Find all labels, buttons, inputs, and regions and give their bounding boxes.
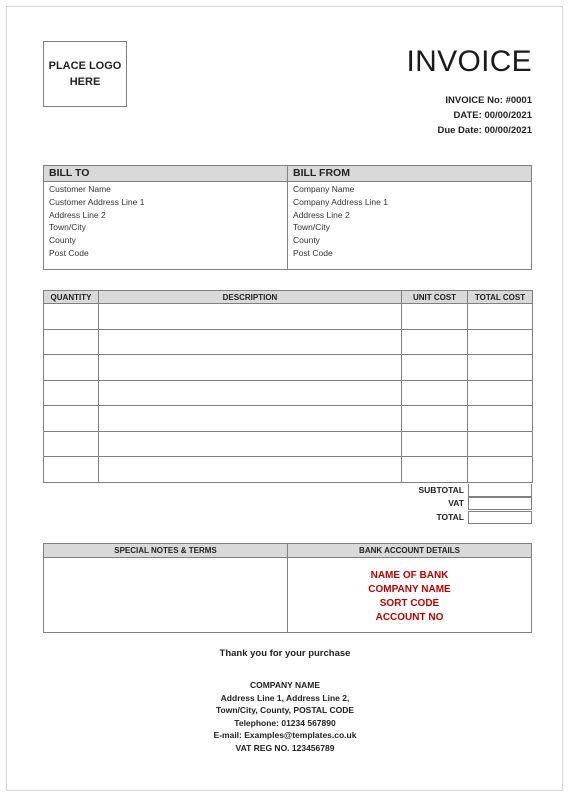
- total-cost-cell[interactable]: [468, 304, 533, 330]
- table-row: [44, 380, 533, 406]
- logo-text-line2: HERE: [69, 76, 101, 88]
- bank-account-no: ACCOUNT NO: [375, 612, 444, 623]
- quantity-cell[interactable]: [44, 457, 99, 483]
- bank-company-name: COMPANY NAME: [368, 584, 451, 595]
- quantity-cell[interactable]: [44, 355, 99, 381]
- subtotal-label: SUBTOTAL: [418, 485, 464, 495]
- bill-from-line: Company Address Line 1: [293, 196, 388, 207]
- notes-bank-box: [43, 543, 532, 633]
- description-cell[interactable]: [99, 329, 402, 355]
- bill-from-heading: BILL FROM: [288, 166, 531, 182]
- description-cell[interactable]: [99, 457, 402, 483]
- bank-name: NAME OF BANK: [370, 570, 449, 581]
- description-cell[interactable]: [99, 304, 402, 330]
- unit-cost-cell[interactable]: [402, 431, 468, 457]
- total-cost-header: TOTAL COST: [468, 291, 533, 304]
- bill-from-section: [287, 166, 531, 269]
- unit-cost-cell[interactable]: [402, 457, 468, 483]
- company-footer: [0, 679, 570, 755]
- description-cell[interactable]: [99, 355, 402, 381]
- unit-cost-cell[interactable]: [402, 304, 468, 330]
- total-cost-cell[interactable]: [468, 431, 533, 457]
- description-cell[interactable]: [99, 380, 402, 406]
- bill-to-line: Customer Address Line 1: [49, 196, 145, 207]
- total-cost-cell[interactable]: [468, 355, 533, 381]
- total-cost-cell[interactable]: [468, 457, 533, 483]
- bank-sort-code: SORT CODE: [379, 598, 440, 609]
- notes-heading: SPECIAL NOTES & TERMS: [44, 544, 287, 558]
- logo-placeholder: [43, 41, 127, 107]
- footer-town: Town/City, County, POSTAL CODE: [215, 705, 355, 716]
- table-row: [44, 329, 533, 355]
- bill-from-line: Company Name: [293, 184, 355, 194]
- line-items-table: [43, 290, 533, 483]
- bill-from-line: County: [293, 235, 320, 246]
- unit-cost-cell[interactable]: [402, 355, 468, 381]
- logo-text-line1: PLACE LOGO: [48, 60, 122, 72]
- unit-cost-header: UNIT COST: [402, 291, 468, 304]
- quantity-header: QUANTITY: [44, 291, 99, 304]
- invoice-meta: [437, 93, 532, 138]
- quantity-cell[interactable]: [44, 304, 99, 330]
- table-row: [44, 304, 533, 330]
- total-label: TOTAL: [436, 512, 464, 522]
- vat-value-cell[interactable]: [468, 497, 532, 510]
- total-value-cell[interactable]: [468, 511, 532, 524]
- footer-telephone: Telephone: 01234 567890: [234, 717, 336, 728]
- invoice-date: DATE: 00/00/2021: [453, 110, 532, 121]
- footer-vat-reg: VAT REG NO. 123456789: [235, 742, 335, 753]
- table-row: [44, 457, 533, 483]
- bill-from-line: Post Code: [293, 247, 333, 258]
- table-header-row: [44, 291, 533, 304]
- bill-to-section: [44, 166, 287, 269]
- subtotal-value-cell[interactable]: [468, 484, 532, 497]
- quantity-cell[interactable]: [44, 380, 99, 406]
- vat-label: VAT: [448, 498, 464, 508]
- subtotal-row: [374, 484, 532, 497]
- vat-row: [374, 497, 532, 510]
- table-row: [44, 406, 533, 432]
- bank-section: [287, 544, 531, 632]
- unit-cost-cell[interactable]: [402, 329, 468, 355]
- bill-from-line: Address Line 2: [293, 209, 350, 220]
- table-row: [44, 355, 533, 381]
- quantity-cell[interactable]: [44, 431, 99, 457]
- description-cell[interactable]: [99, 406, 402, 432]
- bill-to-line: Customer Name: [49, 184, 111, 194]
- quantity-cell[interactable]: [44, 329, 99, 355]
- footer-address: Address Line 1, Address Line 2,: [220, 692, 350, 703]
- notes-section: [44, 544, 287, 632]
- description-header: DESCRIPTION: [99, 291, 402, 304]
- bill-to-heading: BILL TO: [44, 166, 287, 182]
- unit-cost-cell[interactable]: [402, 380, 468, 406]
- billing-box: [43, 165, 532, 270]
- table-row: [44, 431, 533, 457]
- bill-to-line: Post Code: [49, 247, 89, 258]
- bill-to-line: Address Line 2: [49, 209, 106, 220]
- invoice-title: INVOICE: [406, 45, 532, 78]
- bill-to-line: Town/City: [49, 222, 86, 233]
- bill-to-line: County: [49, 235, 76, 246]
- description-cell[interactable]: [99, 431, 402, 457]
- footer-company-name: COMPANY NAME: [249, 680, 321, 690]
- thank-you-message: Thank you for your purchase: [219, 648, 351, 659]
- invoice-due-date: Due Date: 00/00/2021: [437, 125, 532, 136]
- bank-heading: BANK ACCOUNT DETAILS: [288, 544, 531, 558]
- bill-from-line: Town/City: [293, 222, 330, 233]
- invoice-page: [6, 6, 563, 791]
- total-cost-cell[interactable]: [468, 380, 533, 406]
- invoice-number: INVOICE No: #0001: [445, 95, 532, 106]
- total-cost-cell[interactable]: [468, 406, 533, 432]
- footer-email: E-mail: Examples@templates.co.uk: [213, 730, 357, 741]
- unit-cost-cell[interactable]: [402, 406, 468, 432]
- quantity-cell[interactable]: [44, 406, 99, 432]
- total-cost-cell[interactable]: [468, 329, 533, 355]
- total-row: [374, 511, 532, 524]
